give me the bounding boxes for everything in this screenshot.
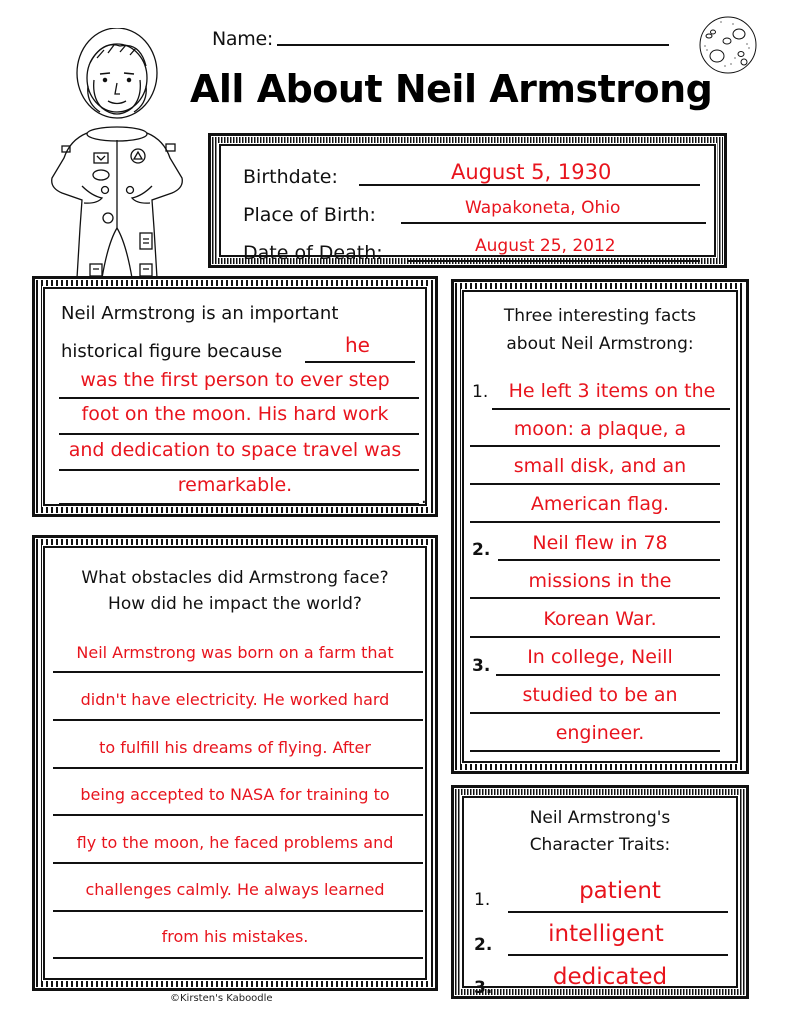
- answer-line[interactable]: [508, 911, 728, 913]
- obstacles-answer-line[interactable]: from his mistakes.: [161, 927, 309, 946]
- importance-answer-first[interactable]: he: [345, 333, 370, 357]
- name-label: Name:: [212, 28, 273, 50]
- answer-line[interactable]: [508, 997, 728, 999]
- fact-3-line[interactable]: studied to be an: [522, 684, 678, 706]
- answer-line[interactable]: [53, 957, 423, 959]
- answer-line[interactable]: [53, 814, 423, 816]
- birthdate-label: Birthdate:: [243, 166, 338, 188]
- name-input-line[interactable]: [277, 44, 669, 46]
- fact-2-line[interactable]: Neil flew in 78: [532, 532, 668, 554]
- answer-line[interactable]: [53, 719, 423, 721]
- birthdate-row: [243, 156, 700, 192]
- importance-answer-line[interactable]: remarkable.: [177, 474, 293, 496]
- fact-1-line[interactable]: American flag.: [530, 493, 670, 515]
- answer-line[interactable]: [498, 559, 720, 561]
- obstacles-answer-line[interactable]: to fulfill his dreams of flying. After: [99, 738, 371, 757]
- answer-line[interactable]: [53, 910, 423, 912]
- answer-line[interactable]: [470, 636, 720, 638]
- answer-line[interactable]: [53, 671, 423, 673]
- fact-2-line[interactable]: missions in the: [528, 570, 672, 592]
- fact-2-number: 2.: [472, 540, 491, 560]
- copyright-footer: ©Kirsten's Kaboodle: [170, 993, 273, 1004]
- importance-prompt-line2: historical figure because: [61, 341, 283, 362]
- obstacles-answer-line[interactable]: being accepted to NASA for training to: [80, 785, 390, 804]
- date-of-death-line[interactable]: [407, 260, 700, 262]
- obstacles-answer-line[interactable]: didn't have electricity. He worked hard: [80, 690, 390, 709]
- place-of-birth-value[interactable]: Wapakoneta, Ohio: [465, 198, 621, 218]
- traits-box: [451, 785, 749, 999]
- obstacles-answer-line[interactable]: challenges calmly. He always learned: [85, 880, 385, 899]
- traits-title-line2: Character Traits:: [529, 835, 671, 855]
- trait-3-value[interactable]: dedicated: [552, 964, 668, 990]
- birthdate-value[interactable]: August 5, 1930: [451, 160, 612, 184]
- trait-1-number: 1.: [474, 890, 491, 910]
- facts-title-line1: Three interesting facts: [503, 306, 697, 326]
- answer-line[interactable]: [59, 397, 419, 399]
- trait-2-value[interactable]: intelligent: [548, 921, 664, 947]
- fact-2-line[interactable]: Korean War.: [543, 608, 657, 630]
- answer-line[interactable]: [53, 862, 423, 864]
- name-field[interactable]: [212, 28, 669, 50]
- date-of-death-label: Date of Death:: [243, 242, 383, 264]
- answer-line[interactable]: [470, 712, 720, 714]
- answer-line[interactable]: [305, 361, 415, 363]
- fact-1-line[interactable]: moon: a plaque, a: [513, 418, 687, 440]
- fact-1-number: 1.: [472, 382, 489, 402]
- date-of-death-value[interactable]: August 25, 2012: [475, 236, 616, 256]
- fact-3-number: 3.: [472, 656, 491, 676]
- answer-line[interactable]: [470, 750, 720, 752]
- traits-title-line1: Neil Armstrong's: [529, 808, 671, 828]
- answer-line[interactable]: [59, 433, 419, 435]
- answer-line[interactable]: [53, 767, 423, 769]
- obstacles-question-line1: What obstacles did Armstrong face?: [81, 568, 389, 588]
- answer-line[interactable]: [59, 469, 419, 471]
- answer-line[interactable]: [470, 521, 720, 523]
- obstacles-box: [32, 535, 438, 991]
- answer-line[interactable]: [508, 954, 728, 956]
- place-of-birth-row: [243, 194, 700, 230]
- importance-end-period: .: [421, 487, 427, 508]
- obstacles-answer-line[interactable]: Neil Armstrong was born on a farm that: [76, 643, 394, 662]
- date-of-death-row: [243, 232, 700, 268]
- place-of-birth-line[interactable]: [401, 222, 706, 224]
- importance-answer-line[interactable]: was the first person to ever step: [80, 369, 390, 391]
- page-title: All About Neil Armstrong: [190, 67, 713, 111]
- importance-answer-line[interactable]: foot on the moon. His hard work: [81, 403, 389, 425]
- importance-box: [32, 276, 438, 517]
- place-of-birth-label: Place of Birth:: [243, 204, 376, 226]
- obstacles-question-line2: How did he impact the world?: [108, 594, 362, 614]
- trait-1-value[interactable]: patient: [579, 878, 661, 904]
- answer-line[interactable]: [470, 597, 720, 599]
- obstacles-answer-line[interactable]: fly to the moon, he faced problems and: [76, 833, 394, 852]
- trait-3-number: 3.: [474, 978, 493, 998]
- facts-title-line2: about Neil Armstrong:: [506, 334, 694, 354]
- fact-1-line[interactable]: He left 3 items on the: [508, 380, 716, 402]
- trait-2-number: 2.: [474, 935, 493, 955]
- importance-prompt-line1: Neil Armstrong is an important: [61, 303, 339, 324]
- info-box: [208, 133, 727, 268]
- importance-answer-line[interactable]: and dedication to space travel was: [68, 439, 402, 461]
- answer-line[interactable]: [470, 483, 720, 485]
- fact-3-line[interactable]: engineer.: [555, 722, 645, 744]
- fact-1-line[interactable]: small disk, and an: [513, 455, 687, 477]
- birthdate-line[interactable]: [359, 184, 700, 186]
- answer-line[interactable]: [492, 408, 730, 410]
- answer-line[interactable]: [470, 445, 720, 447]
- answer-line[interactable]: [59, 503, 419, 505]
- astronaut-illustration: [42, 28, 192, 278]
- answer-line[interactable]: [496, 674, 720, 676]
- facts-box: [451, 279, 749, 774]
- fact-3-line[interactable]: In college, Neill: [527, 646, 673, 668]
